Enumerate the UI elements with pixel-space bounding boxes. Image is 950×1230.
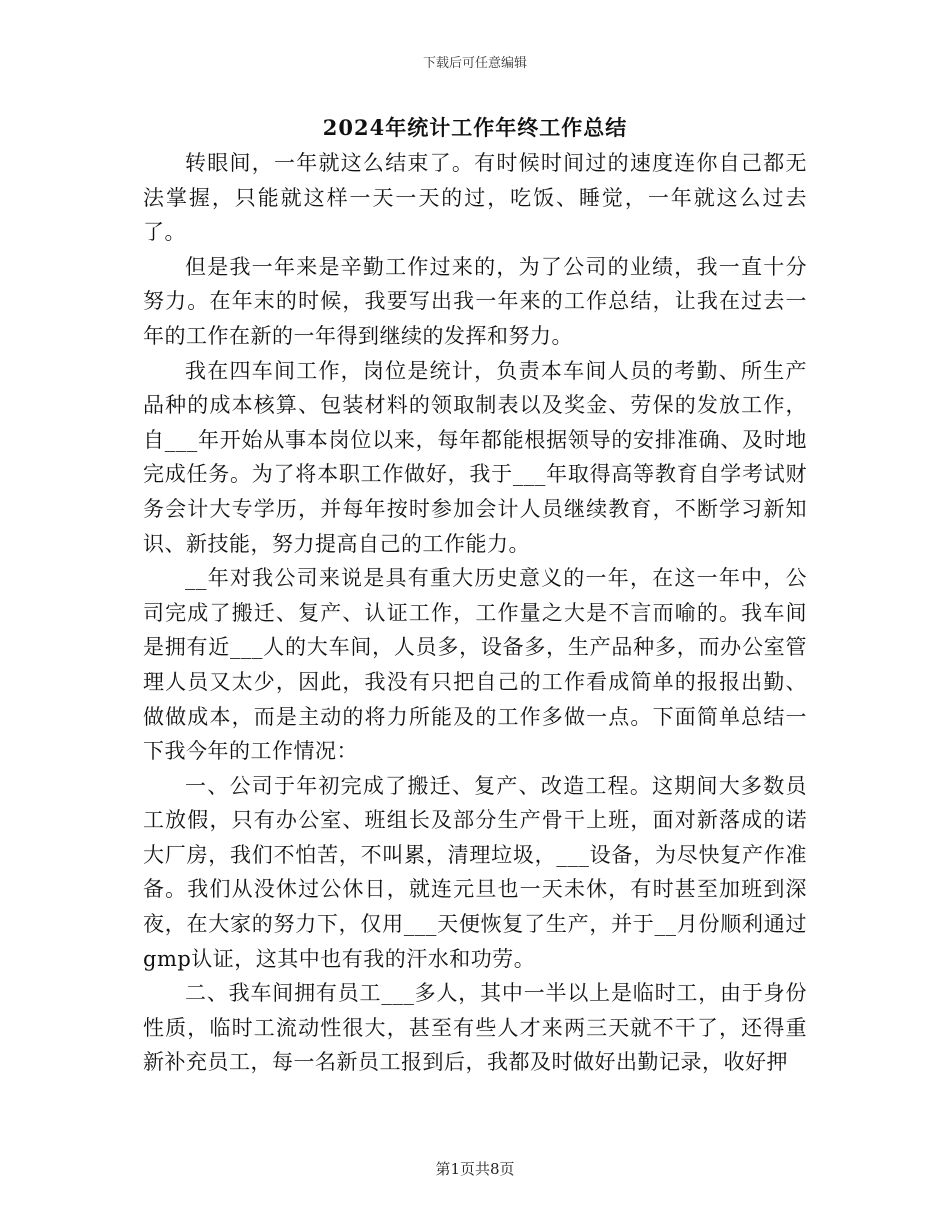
paragraph-year-overview: __年对我公司来说是具有重大历史意义的一年，在这一年中，公司完成了搬迁、复产、认证工作，工作量之大是不言而喻的。我车间是拥有近___人的大车间，人员多，设备多，生产品种多，而办公室管理人员又太少，因此，我没有只把自己的工作看成简单的报报出勤、做做成本，而是主动的将力所能及的工作多做一点。下面简单总结一下我今年的工作情况：	[143, 566, 807, 764]
document-body	[143, 146, 807, 1080]
paragraph-section-two: 二、我车间拥有员工___多人，其中一半以上是临时工，由于身份性质，临时工流动性很大，甚至有些人才来两三天就不干了，还得重新补充员工，每一名新员工报到后，我都及时做好出勤记录，收好押	[143, 981, 807, 1075]
paragraph-section-one: 一、公司于年初完成了搬迁、复产、改造工程。这期间大多数员工放假，只有办公室、班组长及部分生产骨干上班，面对新落成的诺大厂房，我们不怕苦，不叫累，清理垃圾，___设备，为尽快复产作准备。我们从没休过公休日，就连元旦也一天未休，有时甚至加班到深夜，在大家的努力下，仅用___天便恢复了生产，并于__月份顺利通过gmp认证，这其中也有我的汗水和功劳。	[143, 773, 807, 971]
paragraph-intro: 转眼间，一年就这么结束了。有时候时间过的速度连你自己都无法掌握，只能就这样一天一天的过，吃饭、睡觉，一年就这么过去了。	[143, 151, 807, 245]
header-note: 下载后可任意编辑	[422, 56, 527, 71]
paragraph-effort: 但是我一年来是辛勤工作过来的，为了公司的业绩，我一直十分努力。在年末的时候，我要写出我一年来的工作总结，让我在过去一年的工作在新的一年得到继续的发挥和努力。	[143, 254, 807, 348]
paragraph-role: 我在四车间工作，岗位是统计，负责本车间人员的考勤、所生产品种的成本核算、包装材料的领取制表以及奖金、劳保的发放工作，自___年开始从事本岗位以来，每年都能根据领导的安排准确、及时地完成任务。为了将本职工作做好，我于___年取得高等教育自学考试财务会计大专学历，并每年按时参加会计人员继续教育，不断学习新知识、新技能，努力提高自己的工作能力。	[143, 358, 807, 556]
page-footer: 第1页共8页	[435, 1160, 515, 1178]
document-title: 2024年统计工作年终工作总结	[322, 115, 628, 140]
